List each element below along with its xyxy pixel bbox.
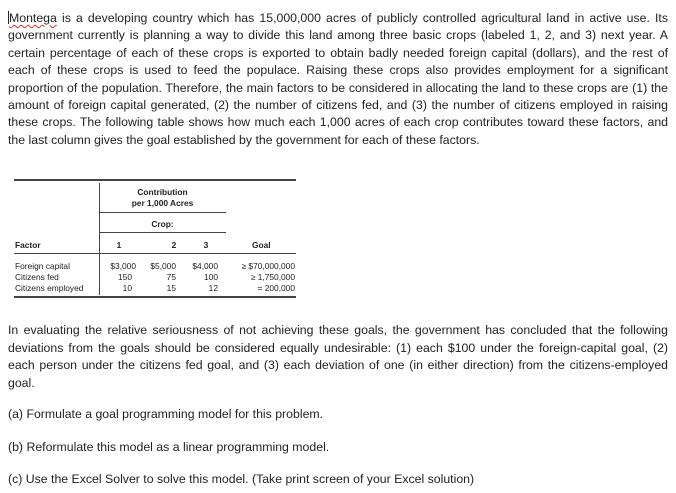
crop-1-header: 1: [116, 240, 122, 250]
goal-citizens-fed: ≥ 1,750,000: [250, 272, 295, 282]
header-rule: [14, 253, 296, 254]
contribution-header-line2: per 1,000 Acres: [131, 198, 194, 208]
goal-citizens-employed: = 200,000: [257, 283, 295, 293]
question-a: (a) Formulate a goal programming model for this problem.: [8, 407, 324, 421]
factor-header: Factor: [15, 240, 41, 250]
cell-citizens-employed-crop-3: 12: [208, 283, 218, 293]
evaluation-paragraph: In evaluating the relative seriousness of not achieving these goals, the government has concluded that the following deviations from the goals should be considered equally undesirable: (1) each $100 under the foreign-capital goal, (2) each person under the citizens fed goal, and (3) each deviation of one (in either direction) from the citizens-employed goal.: [8, 323, 668, 390]
cell-foreign-capital-crop-2: $5,000: [150, 261, 176, 271]
row-factor-foreign-capital: Foreign capital: [15, 261, 70, 271]
crop-label: Crop:: [151, 219, 174, 229]
contribution-underline: [99, 212, 226, 213]
cell-citizens-employed-crop-1: 10: [122, 283, 132, 293]
goal-foreign-capital: ≥ $70,000,000: [241, 261, 295, 271]
cell-citizens-fed-crop-1: 150: [118, 272, 132, 282]
row-factor-citizens-fed: Citizens fed: [15, 272, 59, 282]
row-factor-citizens-employed: Citizens employed: [15, 283, 84, 293]
cell-citizens-fed-crop-3: 100: [204, 272, 218, 282]
cell-foreign-capital-crop-3: $4,000: [192, 261, 218, 271]
problem-intro: [8, 10, 668, 149]
intro-text: is a developing country which has 15,000,000 acres of publicly controlled agricultural land in active use. Its government currently is planning a way to divide this land among three basic crops (labeled 1, 2, and 3) next year. A certain percentage of each of these crops is exported to obtain badly needed foreign capital (dollars), and the rest of each of these crops is used to feed the populace. Raising these crops also provides employment for a significant proportion of the population. Therefore, the main factors to be considered in allocating the land to these crops are (1) the amount of foreign capital generated, (2) the number of citizens fed, and (3) the number of citizens employed in raising these crops. The following table shows how much each 1,000 acres of each crop contributes toward these factors, and the last column gives the goal established by the government for each of these factors.: [8, 11, 668, 147]
crop-3-header: 3: [203, 240, 209, 250]
contribution-header-line1: Contribution: [137, 187, 188, 197]
question-b: (b) Reformulate this model as a linear programming model.: [8, 440, 330, 454]
table-top-rule: [14, 179, 296, 181]
crop-underline: [99, 232, 226, 233]
cell-citizens-fed-crop-2: 75: [166, 272, 176, 282]
cell-foreign-capital-crop-1: $3,000: [110, 261, 136, 271]
question-c: (c) Use the Excel Solver to solve this model. (Take print screen of your Excel solution): [8, 472, 475, 486]
table-bottom-rule: [14, 296, 296, 298]
goal-header: Goal: [252, 240, 271, 250]
crop-2-header: 2: [171, 240, 177, 250]
spellcheck-word: Montega: [9, 11, 57, 25]
cell-citizens-employed-crop-2: 15: [166, 283, 176, 293]
